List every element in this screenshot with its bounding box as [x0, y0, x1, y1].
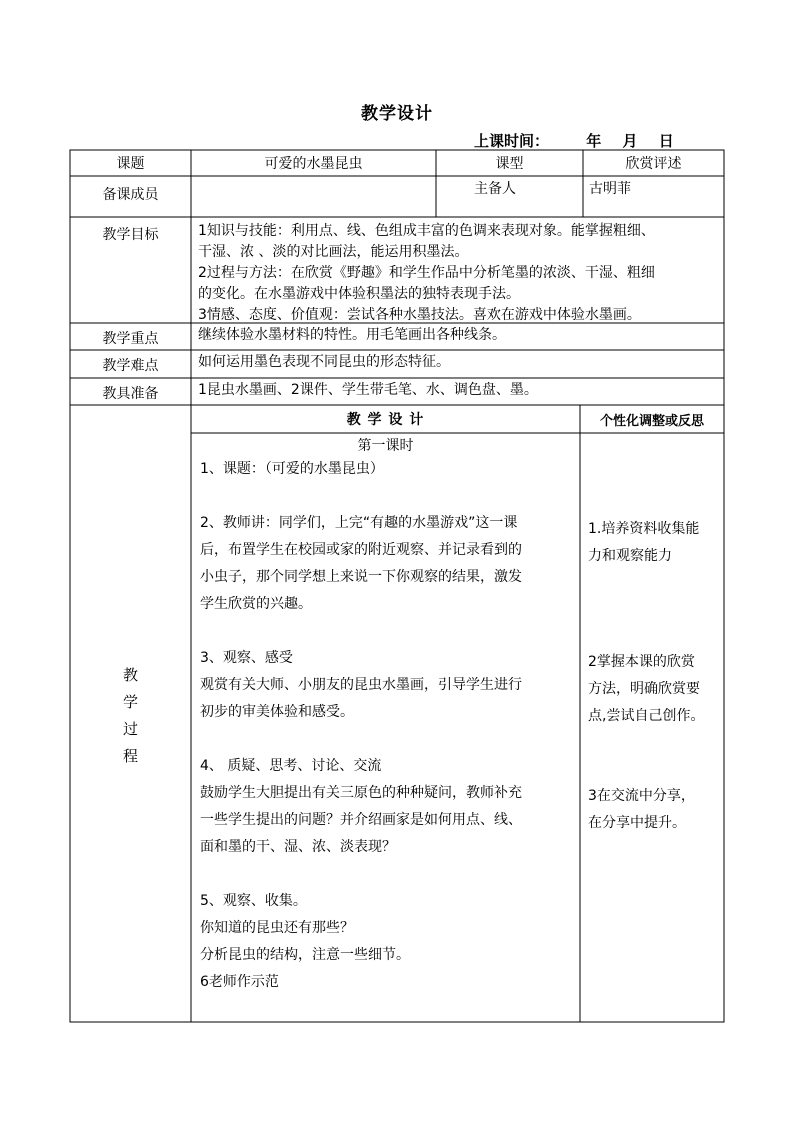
lead-label: 主备人	[474, 181, 516, 197]
reflection-line: 1.培养资料收集能	[588, 521, 700, 537]
lesson-title: 第一课时	[357, 438, 414, 454]
tools-label: 教具准备	[102, 386, 159, 402]
process-char: 教	[122, 666, 138, 684]
class-time-label: 上课时间：	[474, 132, 550, 150]
day-label: 日	[658, 132, 674, 150]
process-char: 过	[122, 720, 138, 738]
design-line: 你知道的昆虫还有那些？	[200, 920, 354, 936]
design-line: 5、观察、收集。	[200, 893, 307, 909]
key-point-value: 继续体验水墨材料的特性。用毛笔画出各种线条。	[198, 327, 506, 343]
reflection-line: 点,尝试自己创作。	[588, 708, 705, 724]
goals-line: 的变化。在水墨游戏中体验积墨法的独特表现手法。	[198, 286, 520, 302]
design-line: 后，布置学生在校园或家的附近观察、并记录看到的	[200, 542, 522, 558]
type-label: 课型	[495, 156, 524, 172]
goals-label: 教学目标	[102, 227, 159, 243]
process-char: 学	[122, 693, 138, 711]
design-line: 小虫子，那个同学想上来说一下你观察的结果，激发	[200, 569, 522, 585]
design-line: 分析昆虫的结构，注意一些细节。	[200, 947, 410, 963]
process-char: 程	[122, 747, 138, 765]
members-label: 备课成员	[102, 187, 159, 203]
difficulty-value: 如何运用墨色表现不同昆虫的形态特征。	[198, 354, 450, 370]
goals-line: 3情感、态度、价值观：尝试各种水墨技法。喜欢在游戏中体验水墨画。	[198, 307, 641, 323]
tools-value: 1昆虫水墨画、2课件、学生带毛笔、水、调色盘、墨。	[198, 382, 538, 398]
reflection-line: 在分享中提升。	[588, 815, 686, 831]
design-line: 学生欣赏的兴趣。	[200, 596, 312, 612]
reflection-header: 个性化调整或反思	[599, 414, 704, 429]
design-line: 鼓励学生大胆提出有关三原色的种种疑问，教师补充	[200, 785, 522, 801]
goals-line: 2过程与方法：在欣赏《野趣》和学生作品中分析笔墨的浓淡、干湿、粗细	[198, 265, 655, 281]
design-line: 观赏有关大师、小朋友的昆虫水墨画，引导学生进行	[200, 677, 522, 693]
key-point-label: 教学重点	[102, 331, 159, 347]
topic-label: 课题	[116, 156, 145, 172]
month-label: 月	[622, 132, 638, 150]
reflection-line: 方法，明确欣赏要	[588, 681, 700, 697]
reflection-line: 力和观察能力	[588, 548, 672, 564]
design-line: 6老师作示范	[200, 974, 279, 990]
design-header: 教 学 设 计	[346, 412, 425, 428]
goals-line: 干湿、浓 、淡的对比画法，能运用积墨法。	[198, 244, 469, 260]
document-title: 教学设计	[361, 104, 433, 124]
difficulty-label: 教学难点	[102, 358, 159, 374]
design-line: 1、课题：（可爱的水墨昆虫）	[200, 461, 384, 477]
goals-line: 1知识与技能：利用点、线、色组成丰富的色调来表现对象。能掌握粗细、	[198, 223, 655, 239]
reflection-line: 3在交流中分享，	[588, 788, 695, 804]
type-value: 欣赏评述	[625, 156, 682, 172]
design-line: 一些学生提出的问题？并介绍画家是如何用点、线、	[200, 812, 522, 828]
design-line: 3、观察、感受	[200, 650, 293, 666]
design-line: 2、教师讲：同学们，上完“有趣的水墨游戏”这一课	[200, 515, 518, 531]
design-line: 4、 质疑、思考、讨论、交流	[200, 758, 382, 774]
lead-value: 古明菲	[589, 181, 631, 197]
class-time	[474, 130, 674, 151]
year-label: 年	[586, 132, 602, 150]
topic-value: 可爱的水墨昆虫	[264, 156, 363, 172]
design-line: 面和墨的干、湿、浓、淡表现？	[200, 839, 396, 855]
reflection-line: 2掌握本课的欣赏	[588, 654, 695, 670]
design-line: 初步的审美体验和感受。	[200, 704, 354, 720]
